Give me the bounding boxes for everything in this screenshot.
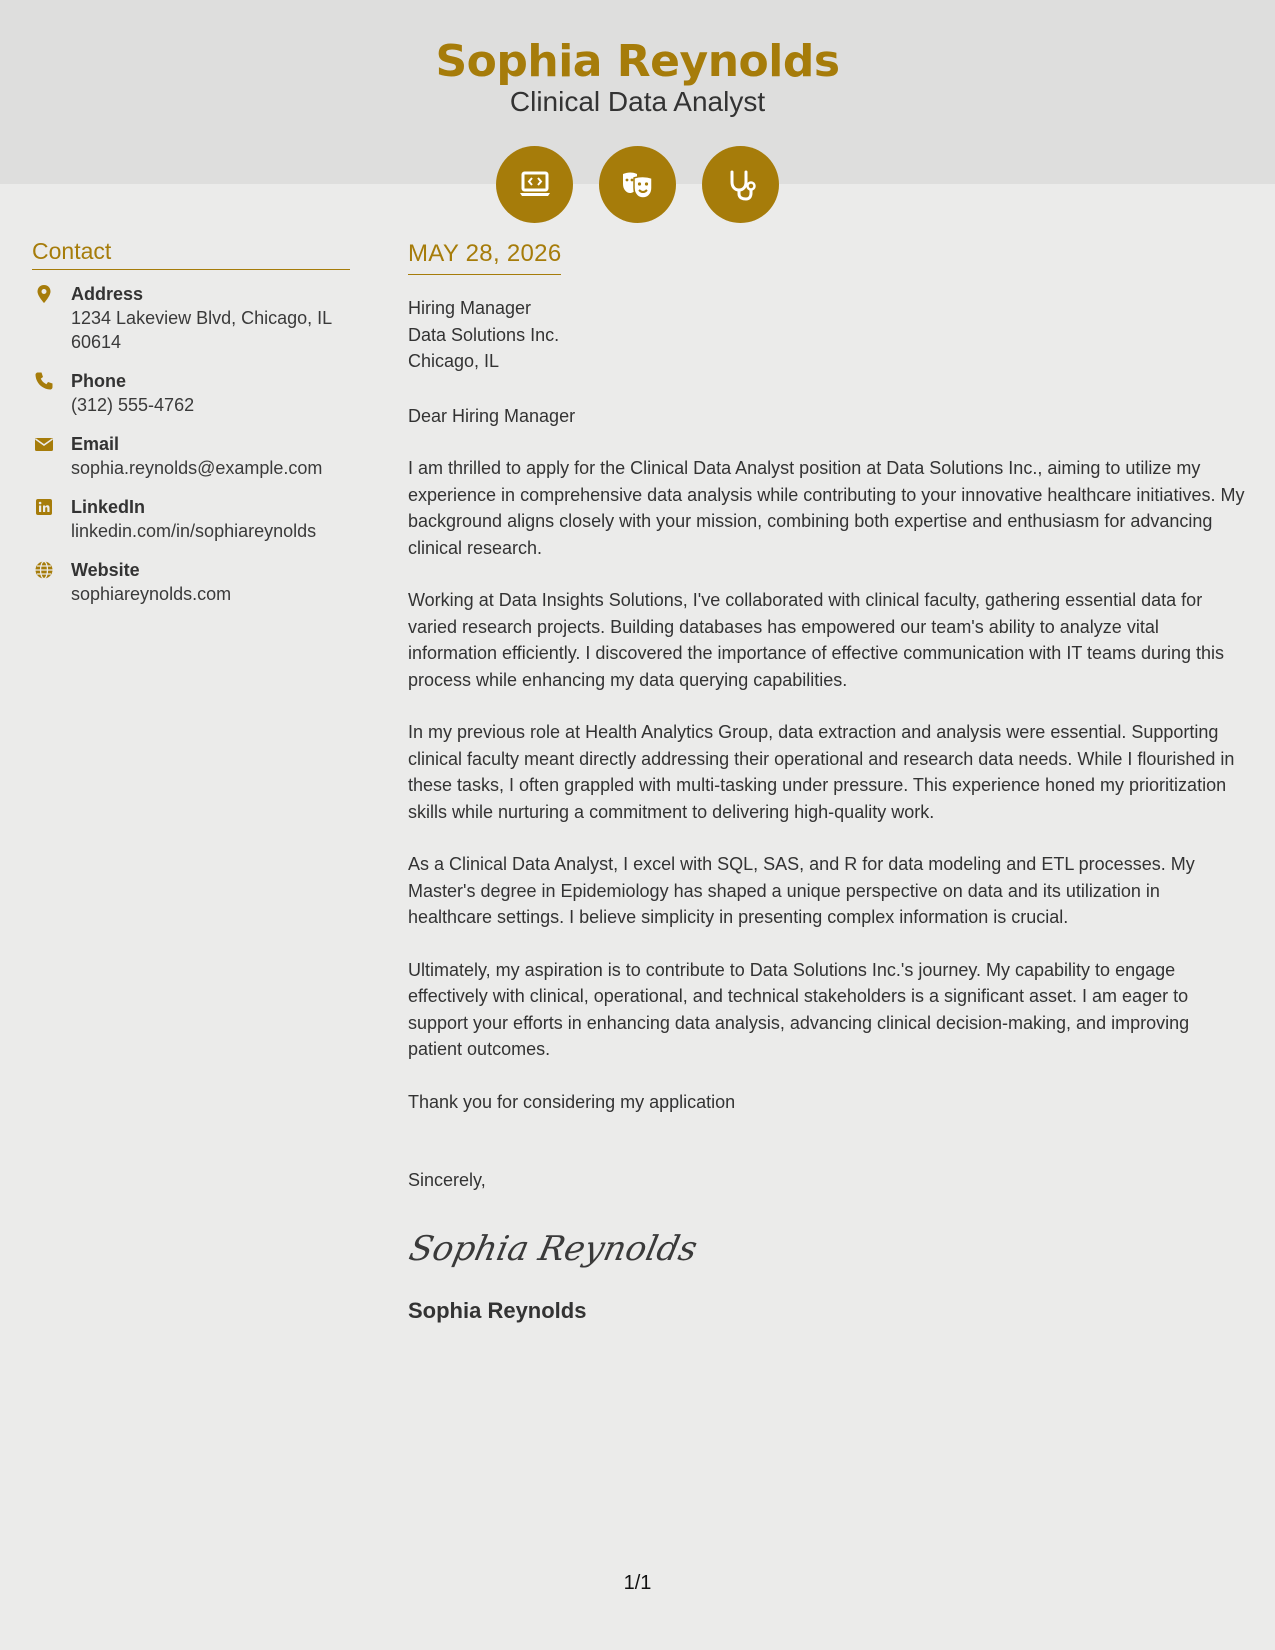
contact-label: Address [71, 284, 144, 304]
contact-label: Website [71, 560, 140, 580]
job-title: Clinical Data Analyst [509, 86, 766, 117]
letter-date: MAY 28, 2026 [408, 240, 561, 275]
contact-label: Email [71, 434, 120, 454]
address-value: 1234 Lakeview Blvd, Chicago, IL 60614 [71, 308, 332, 352]
closing: Sincerely, [408, 1170, 486, 1190]
letter-body [405, 240, 1248, 1324]
linkedin-icon [34, 497, 54, 517]
website-value: sophiareynolds.com [71, 584, 232, 604]
svg-text:Sophia Reynolds: Sophia Reynolds [405, 1228, 701, 1269]
recipient-line: Data Solutions Inc. [408, 324, 560, 345]
header-band [0, 0, 1275, 184]
laptop-code-icon [496, 146, 573, 223]
globe-icon [34, 560, 54, 580]
contact-address [32, 282, 350, 354]
recipient-line: Hiring Manager [408, 298, 532, 318]
paragraph: As a Clinical Data Analyst, I excel with SQL, SAS, and R for data modeling and ETL processes. My Master's degree in Epidemiology has shaped a unique perspective on data and its utilization in healthcare settings. I believe simplicity in presenting complex information is crucial. [408, 854, 1195, 927]
map-pin-icon [34, 284, 54, 304]
recipient-line: Chicago, IL [408, 351, 500, 371]
paragraph: I am thrilled to apply for the Clinical Data Analyst position at Data Solutions Inc., aiming to utilize my experience in comprehensive data analysis while contributing to your innovative healthcare initiatives. My background aligns closely with your mission, combining both expertise and enthusiasm for advancing clinical research. [408, 458, 1245, 558]
contact-phone [32, 369, 350, 417]
theater-masks-icon [599, 146, 676, 223]
contact-sidebar [32, 238, 350, 621]
header-icons [496, 146, 779, 223]
contact-label: Phone [71, 371, 127, 391]
paragraph: In my previous role at Health Analytics Group, data extraction and analysis were essential. Supporting clinical faculty meant directly addressing their operational and research data needs. While I flourished in these tasks, I often grappled with multi-tasking under pressure. This experience honed my prioritization skills while nurturing a commitment to delivering high-quality work. [408, 722, 1235, 822]
handwritten-signature [405, 1220, 1248, 1276]
applicant-name: Sophia Reynolds [435, 36, 840, 87]
page-number: 1/1 [623, 1572, 652, 1594]
salutation: Dear Hiring Manager [408, 405, 576, 426]
contact-website [32, 558, 350, 606]
contact-heading: Contact [32, 238, 350, 270]
contact-email [32, 432, 350, 480]
recipient-block [408, 295, 1248, 375]
contact-label: LinkedIn [71, 497, 146, 517]
paragraph: Working at Data Insights Solutions, I've collaborated with clinical faculty, gathering essential data for varied research projects. Building databases has empowered our team's ability to analyze vital information efficiently. I discovered the importance of effective communication with IT teams during this process while enhancing my data querying capabilities. [408, 590, 1225, 690]
signer-name: Sophia Reynolds [408, 1297, 587, 1323]
contact-linkedin [32, 495, 350, 543]
email-value: sophia.reynolds@example.com [71, 458, 323, 478]
linkedin-value: linkedin.com/in/sophiareynolds [71, 521, 317, 541]
stethoscope-icon [702, 146, 779, 223]
envelope-icon [34, 434, 54, 454]
paragraph: Ultimately, my aspiration is to contribute to Data Solutions Inc.'s journey. My capability to engage effectively with clinical, operational, and technical stakeholders is a significant asset. I am eager to support your efforts in enhancing data analysis, advancing clinical decision-making, and improving patient outcomes. [408, 959, 1190, 1059]
phone-icon [34, 371, 54, 391]
phone-value: (312) 555-4762 [71, 395, 195, 415]
paragraph: Thank you for considering my application [408, 1091, 736, 1112]
